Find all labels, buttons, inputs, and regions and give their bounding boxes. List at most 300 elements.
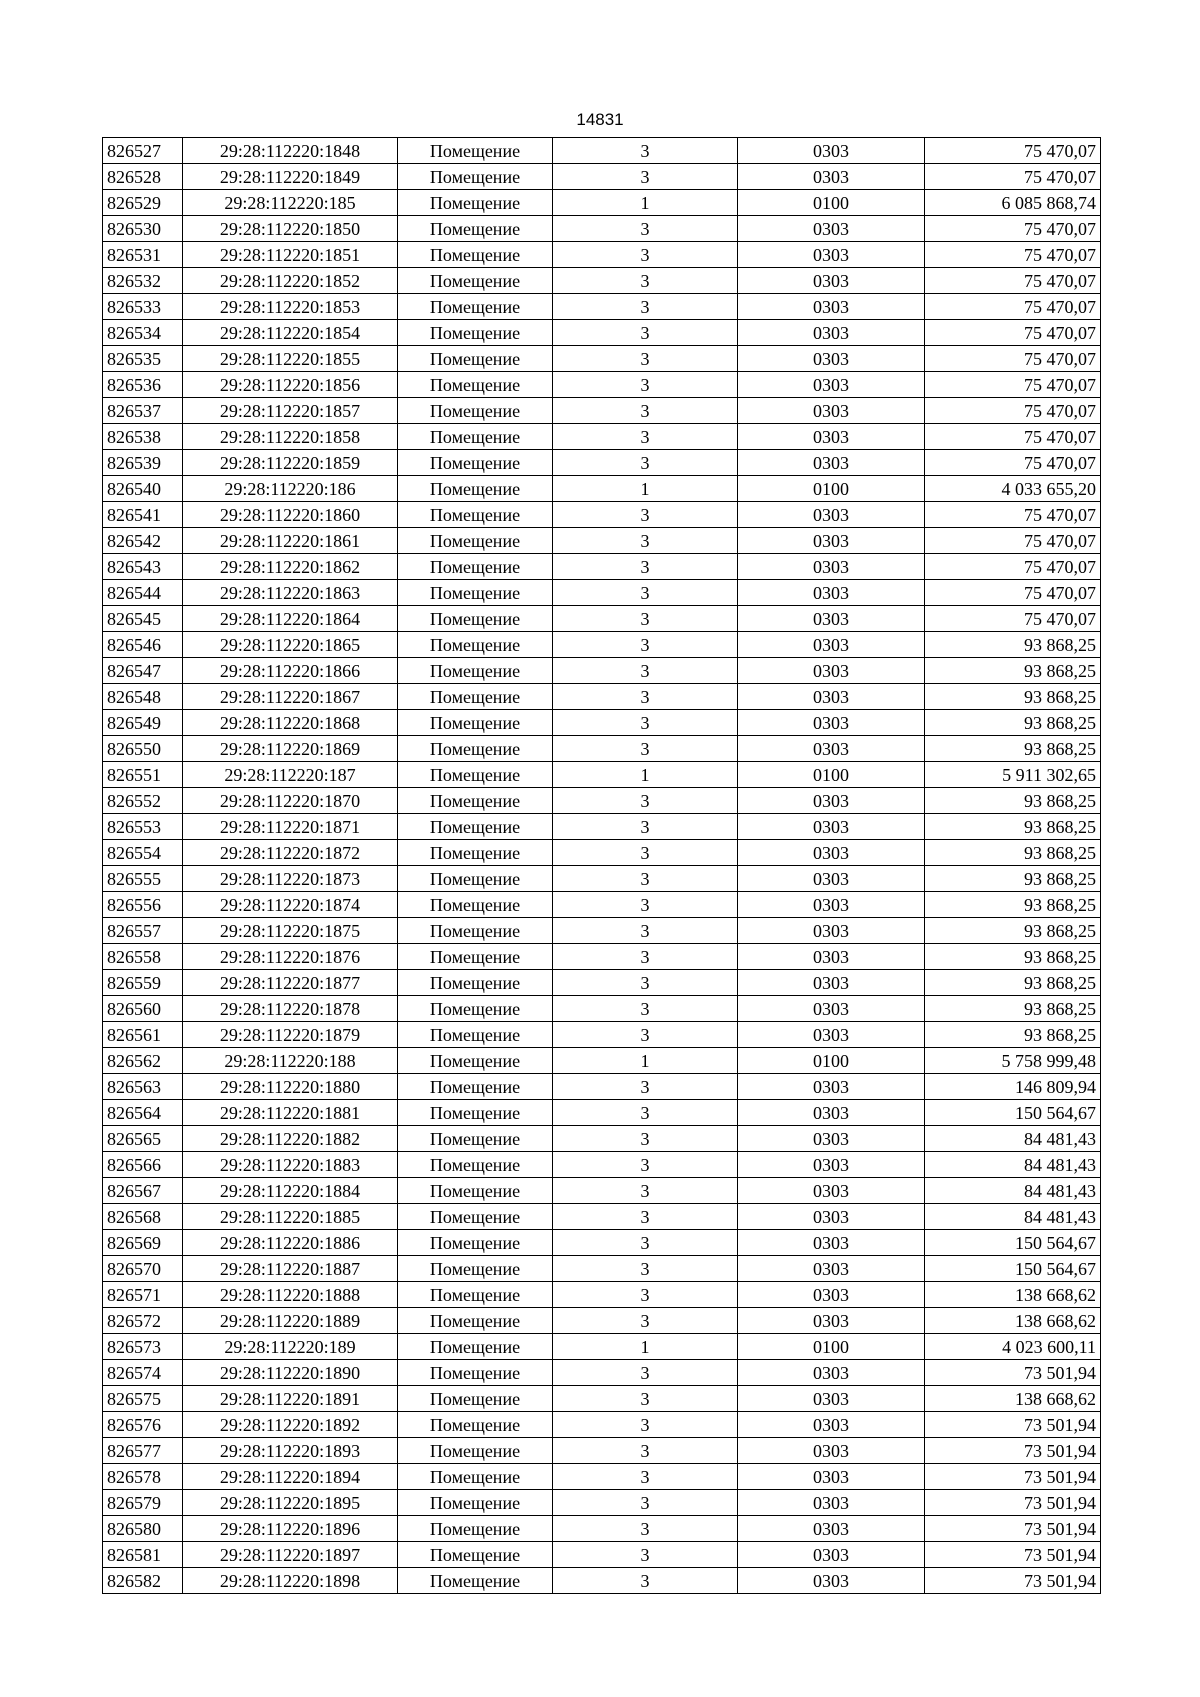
row-id-cell: 826541	[103, 502, 183, 528]
cadastral-number-cell: 29:28:112220:1882	[183, 1126, 398, 1152]
code-cell: 0303	[738, 1074, 925, 1100]
row-id-cell: 826560	[103, 996, 183, 1022]
group-cell: 3	[553, 242, 738, 268]
object-type-cell: Помещение	[398, 918, 553, 944]
row-id-cell: 826539	[103, 450, 183, 476]
group-cell: 3	[553, 372, 738, 398]
group-cell: 3	[553, 814, 738, 840]
table-row	[103, 476, 1101, 502]
cadastral-number-cell: 29:28:112220:1879	[183, 1022, 398, 1048]
code-cell: 0303	[738, 684, 925, 710]
object-type-cell: Помещение	[398, 1464, 553, 1490]
cadastral-value-cell: 73 501,94	[925, 1542, 1101, 1568]
row-id-cell: 826533	[103, 294, 183, 320]
code-cell: 0303	[738, 1308, 925, 1334]
row-id-cell: 826529	[103, 190, 183, 216]
table-row	[103, 762, 1101, 788]
cadastral-number-cell: 29:28:112220:1885	[183, 1204, 398, 1230]
cadastral-value-cell: 75 470,07	[925, 268, 1101, 294]
group-cell: 3	[553, 944, 738, 970]
group-cell: 3	[553, 1412, 738, 1438]
row-id-cell: 826580	[103, 1516, 183, 1542]
code-cell: 0303	[738, 320, 925, 346]
cadastral-value-cell: 5 758 999,48	[925, 1048, 1101, 1074]
code-cell: 0303	[738, 528, 925, 554]
row-id-cell: 826576	[103, 1412, 183, 1438]
row-id-cell: 826567	[103, 1178, 183, 1204]
object-type-cell: Помещение	[398, 164, 553, 190]
cadastral-value-cell: 150 564,67	[925, 1230, 1101, 1256]
cadastral-number-cell: 29:28:112220:1897	[183, 1542, 398, 1568]
cadastral-number-cell: 29:28:112220:1895	[183, 1490, 398, 1516]
row-id-cell: 826547	[103, 658, 183, 684]
cadastral-number-cell: 29:28:112220:1891	[183, 1386, 398, 1412]
table-row	[103, 320, 1101, 346]
table-row	[103, 268, 1101, 294]
cadastral-number-cell: 29:28:112220:1873	[183, 866, 398, 892]
group-cell: 3	[553, 502, 738, 528]
object-type-cell: Помещение	[398, 1490, 553, 1516]
table-row	[103, 1386, 1101, 1412]
row-id-cell: 826534	[103, 320, 183, 346]
code-cell: 0303	[738, 788, 925, 814]
cadastral-value-cell: 93 868,25	[925, 866, 1101, 892]
code-cell: 0303	[738, 346, 925, 372]
cadastral-value-cell: 73 501,94	[925, 1516, 1101, 1542]
row-id-cell: 826552	[103, 788, 183, 814]
cadastral-value-cell: 93 868,25	[925, 814, 1101, 840]
code-cell: 0303	[738, 892, 925, 918]
object-type-cell: Помещение	[398, 1230, 553, 1256]
code-cell: 0303	[738, 554, 925, 580]
group-cell: 3	[553, 1568, 738, 1594]
object-type-cell: Помещение	[398, 1022, 553, 1048]
table-row	[103, 398, 1101, 424]
cadastral-value-cell: 75 470,07	[925, 606, 1101, 632]
code-cell: 0303	[738, 1152, 925, 1178]
cadastral-value-cell: 5 911 302,65	[925, 762, 1101, 788]
code-cell: 0303	[738, 1230, 925, 1256]
cadastral-value-cell: 73 501,94	[925, 1438, 1101, 1464]
group-cell: 3	[553, 554, 738, 580]
code-cell: 0303	[738, 1568, 925, 1594]
group-cell: 3	[553, 1490, 738, 1516]
object-type-cell: Помещение	[398, 606, 553, 632]
table-row	[103, 450, 1101, 476]
table-row	[103, 1048, 1101, 1074]
cadastral-value-cell: 73 501,94	[925, 1490, 1101, 1516]
code-cell: 0303	[738, 424, 925, 450]
table-row	[103, 1438, 1101, 1464]
cadastral-value-cell: 6 085 868,74	[925, 190, 1101, 216]
object-type-cell: Помещение	[398, 1516, 553, 1542]
cadastral-number-cell: 29:28:112220:187	[183, 762, 398, 788]
table-row	[103, 190, 1101, 216]
cadastral-number-cell: 29:28:112220:1896	[183, 1516, 398, 1542]
table-row	[103, 1464, 1101, 1490]
code-cell: 0303	[738, 970, 925, 996]
row-id-cell: 826575	[103, 1386, 183, 1412]
cadastral-value-cell: 93 868,25	[925, 840, 1101, 866]
table-row	[103, 1568, 1101, 1594]
cadastral-number-cell: 29:28:112220:1859	[183, 450, 398, 476]
group-cell: 3	[553, 294, 738, 320]
object-type-cell: Помещение	[398, 190, 553, 216]
row-id-cell: 826556	[103, 892, 183, 918]
cadastral-value-cell: 75 470,07	[925, 320, 1101, 346]
code-cell: 0303	[738, 164, 925, 190]
table-row	[103, 580, 1101, 606]
object-type-cell: Помещение	[398, 450, 553, 476]
group-cell: 3	[553, 268, 738, 294]
group-cell: 3	[553, 606, 738, 632]
object-type-cell: Помещение	[398, 294, 553, 320]
table-row	[103, 242, 1101, 268]
cadastral-number-cell: 29:28:112220:1850	[183, 216, 398, 242]
object-type-cell: Помещение	[398, 788, 553, 814]
object-type-cell: Помещение	[398, 1438, 553, 1464]
group-cell: 3	[553, 684, 738, 710]
object-type-cell: Помещение	[398, 1334, 553, 1360]
cadastral-number-cell: 29:28:112220:1886	[183, 1230, 398, 1256]
cadastral-value-cell: 93 868,25	[925, 996, 1101, 1022]
table-row	[103, 502, 1101, 528]
object-type-cell: Помещение	[398, 1048, 553, 1074]
cadastral-value-cell: 73 501,94	[925, 1360, 1101, 1386]
row-id-cell: 826540	[103, 476, 183, 502]
row-id-cell: 826554	[103, 840, 183, 866]
object-type-cell: Помещение	[398, 1152, 553, 1178]
cadastral-number-cell: 29:28:112220:188	[183, 1048, 398, 1074]
table-row	[103, 138, 1101, 164]
row-id-cell: 826531	[103, 242, 183, 268]
cadastral-number-cell: 29:28:112220:1892	[183, 1412, 398, 1438]
cadastral-value-cell: 93 868,25	[925, 918, 1101, 944]
cadastral-number-cell: 29:28:112220:1876	[183, 944, 398, 970]
cadastral-value-cell: 75 470,07	[925, 424, 1101, 450]
cadastral-number-cell: 29:28:112220:1858	[183, 424, 398, 450]
object-type-cell: Помещение	[398, 554, 553, 580]
row-id-cell: 826546	[103, 632, 183, 658]
group-cell: 3	[553, 840, 738, 866]
cadastral-value-table	[102, 137, 1101, 1594]
object-type-cell: Помещение	[398, 1360, 553, 1386]
row-id-cell: 826565	[103, 1126, 183, 1152]
object-type-cell: Помещение	[398, 1256, 553, 1282]
code-cell: 0303	[738, 1178, 925, 1204]
cadastral-value-cell: 93 868,25	[925, 736, 1101, 762]
cadastral-value-cell: 75 470,07	[925, 164, 1101, 190]
cadastral-value-cell: 138 668,62	[925, 1386, 1101, 1412]
table-row	[103, 1178, 1101, 1204]
cadastral-number-cell: 29:28:112220:1894	[183, 1464, 398, 1490]
cadastral-number-cell: 29:28:112220:1880	[183, 1074, 398, 1100]
object-type-cell: Помещение	[398, 710, 553, 736]
object-type-cell: Помещение	[398, 476, 553, 502]
row-id-cell: 826545	[103, 606, 183, 632]
table-row	[103, 1256, 1101, 1282]
cadastral-number-cell: 29:28:112220:1898	[183, 1568, 398, 1594]
group-cell: 3	[553, 736, 738, 762]
code-cell: 0303	[738, 1256, 925, 1282]
object-type-cell: Помещение	[398, 970, 553, 996]
table-row	[103, 684, 1101, 710]
table-row	[103, 944, 1101, 970]
cadastral-value-cell: 93 868,25	[925, 658, 1101, 684]
code-cell: 0100	[738, 1334, 925, 1360]
code-cell: 0100	[738, 1048, 925, 1074]
cadastral-value-cell: 84 481,43	[925, 1204, 1101, 1230]
object-type-cell: Помещение	[398, 398, 553, 424]
table-row	[103, 216, 1101, 242]
code-cell: 0303	[738, 1022, 925, 1048]
cadastral-number-cell: 29:28:112220:1853	[183, 294, 398, 320]
cadastral-value-cell: 93 868,25	[925, 710, 1101, 736]
code-cell: 0303	[738, 242, 925, 268]
cadastral-value-cell: 138 668,62	[925, 1308, 1101, 1334]
group-cell: 3	[553, 1542, 738, 1568]
object-type-cell: Помещение	[398, 762, 553, 788]
cadastral-number-cell: 29:28:112220:1869	[183, 736, 398, 762]
object-type-cell: Помещение	[398, 736, 553, 762]
table-row	[103, 658, 1101, 684]
cadastral-number-cell: 29:28:112220:1852	[183, 268, 398, 294]
cadastral-number-cell: 29:28:112220:1865	[183, 632, 398, 658]
row-id-cell: 826566	[103, 1152, 183, 1178]
code-cell: 0303	[738, 1360, 925, 1386]
row-id-cell: 826528	[103, 164, 183, 190]
cadastral-number-cell: 29:28:112220:1856	[183, 372, 398, 398]
code-cell: 0303	[738, 632, 925, 658]
object-type-cell: Помещение	[398, 320, 553, 346]
code-cell: 0303	[738, 1542, 925, 1568]
table-row	[103, 164, 1101, 190]
cadastral-value-cell: 84 481,43	[925, 1126, 1101, 1152]
table-row	[103, 710, 1101, 736]
group-cell: 3	[553, 1516, 738, 1542]
cadastral-value-cell: 138 668,62	[925, 1282, 1101, 1308]
object-type-cell: Помещение	[398, 138, 553, 164]
table-row	[103, 1490, 1101, 1516]
cadastral-value-cell: 75 470,07	[925, 294, 1101, 320]
code-cell: 0303	[738, 1464, 925, 1490]
object-type-cell: Помещение	[398, 1542, 553, 1568]
code-cell: 0303	[738, 944, 925, 970]
table-row	[103, 1230, 1101, 1256]
code-cell: 0303	[738, 866, 925, 892]
cadastral-value-cell: 93 868,25	[925, 892, 1101, 918]
cadastral-value-cell: 93 868,25	[925, 944, 1101, 970]
group-cell: 3	[553, 1464, 738, 1490]
table-row	[103, 1412, 1101, 1438]
table-row	[103, 892, 1101, 918]
cadastral-number-cell: 29:28:112220:1868	[183, 710, 398, 736]
object-type-cell: Помещение	[398, 242, 553, 268]
code-cell: 0303	[738, 1100, 925, 1126]
group-cell: 3	[553, 1204, 738, 1230]
object-type-cell: Помещение	[398, 892, 553, 918]
row-id-cell: 826574	[103, 1360, 183, 1386]
table-row	[103, 840, 1101, 866]
cadastral-value-cell: 84 481,43	[925, 1178, 1101, 1204]
group-cell: 3	[553, 1256, 738, 1282]
code-cell: 0100	[738, 476, 925, 502]
row-id-cell: 826562	[103, 1048, 183, 1074]
table-row	[103, 1334, 1101, 1360]
table-row	[103, 1022, 1101, 1048]
cadastral-value-cell: 75 470,07	[925, 554, 1101, 580]
group-cell: 3	[553, 1360, 738, 1386]
row-id-cell: 826532	[103, 268, 183, 294]
table-row	[103, 1542, 1101, 1568]
table-row	[103, 1152, 1101, 1178]
row-id-cell: 826549	[103, 710, 183, 736]
object-type-cell: Помещение	[398, 1386, 553, 1412]
cadastral-value-cell: 75 470,07	[925, 580, 1101, 606]
table-row	[103, 1074, 1101, 1100]
code-cell: 0303	[738, 372, 925, 398]
cadastral-value-cell: 93 868,25	[925, 1022, 1101, 1048]
row-id-cell: 826557	[103, 918, 183, 944]
group-cell: 3	[553, 1308, 738, 1334]
code-cell: 0303	[738, 1516, 925, 1542]
code-cell: 0303	[738, 1204, 925, 1230]
cadastral-number-cell: 29:28:112220:1857	[183, 398, 398, 424]
row-id-cell: 826577	[103, 1438, 183, 1464]
object-type-cell: Помещение	[398, 1178, 553, 1204]
row-id-cell: 826570	[103, 1256, 183, 1282]
group-cell: 3	[553, 658, 738, 684]
table-row	[103, 1100, 1101, 1126]
group-cell: 3	[553, 1178, 738, 1204]
code-cell: 0303	[738, 814, 925, 840]
table-row	[103, 1126, 1101, 1152]
table-row	[103, 996, 1101, 1022]
cadastral-number-cell: 29:28:112220:1890	[183, 1360, 398, 1386]
row-id-cell: 826548	[103, 684, 183, 710]
cadastral-value-cell: 93 868,25	[925, 632, 1101, 658]
row-id-cell: 826563	[103, 1074, 183, 1100]
code-cell: 0303	[738, 658, 925, 684]
table-row	[103, 970, 1101, 996]
table-row	[103, 1516, 1101, 1542]
group-cell: 3	[553, 216, 738, 242]
cadastral-value-cell: 75 470,07	[925, 242, 1101, 268]
group-cell: 3	[553, 164, 738, 190]
row-id-cell: 826581	[103, 1542, 183, 1568]
code-cell: 0303	[738, 1126, 925, 1152]
code-cell: 0303	[738, 736, 925, 762]
cadastral-value-cell: 75 470,07	[925, 528, 1101, 554]
cadastral-value-cell: 75 470,07	[925, 450, 1101, 476]
cadastral-value-cell: 150 564,67	[925, 1256, 1101, 1282]
row-id-cell: 826530	[103, 216, 183, 242]
group-cell: 3	[553, 1152, 738, 1178]
code-cell: 0100	[738, 190, 925, 216]
cadastral-number-cell: 29:28:112220:1860	[183, 502, 398, 528]
cadastral-number-cell: 29:28:112220:1884	[183, 1178, 398, 1204]
group-cell: 3	[553, 918, 738, 944]
object-type-cell: Помещение	[398, 372, 553, 398]
object-type-cell: Помещение	[398, 502, 553, 528]
group-cell: 3	[553, 138, 738, 164]
row-id-cell: 826536	[103, 372, 183, 398]
row-id-cell: 826551	[103, 762, 183, 788]
cadastral-number-cell: 29:28:112220:186	[183, 476, 398, 502]
table-row	[103, 372, 1101, 398]
cadastral-value-cell: 93 868,25	[925, 684, 1101, 710]
table-row	[103, 788, 1101, 814]
row-id-cell: 826559	[103, 970, 183, 996]
object-type-cell: Помещение	[398, 1308, 553, 1334]
group-cell: 3	[553, 1074, 738, 1100]
cadastral-number-cell: 29:28:112220:1848	[183, 138, 398, 164]
table-row	[103, 346, 1101, 372]
table-row	[103, 1282, 1101, 1308]
cadastral-number-cell: 29:28:112220:1854	[183, 320, 398, 346]
table-row	[103, 736, 1101, 762]
object-type-cell: Помещение	[398, 1126, 553, 1152]
cadastral-number-cell: 29:28:112220:185	[183, 190, 398, 216]
code-cell: 0303	[738, 1386, 925, 1412]
cadastral-number-cell: 29:28:112220:1864	[183, 606, 398, 632]
code-cell: 0303	[738, 294, 925, 320]
group-cell: 3	[553, 1100, 738, 1126]
cadastral-value-cell: 84 481,43	[925, 1152, 1101, 1178]
row-id-cell: 826561	[103, 1022, 183, 1048]
code-cell: 0303	[738, 138, 925, 164]
code-cell: 0303	[738, 502, 925, 528]
object-type-cell: Помещение	[398, 580, 553, 606]
row-id-cell: 826550	[103, 736, 183, 762]
cadastral-value-cell: 93 868,25	[925, 970, 1101, 996]
code-cell: 0100	[738, 762, 925, 788]
row-id-cell: 826542	[103, 528, 183, 554]
row-id-cell: 826535	[103, 346, 183, 372]
code-cell: 0303	[738, 918, 925, 944]
row-id-cell: 826537	[103, 398, 183, 424]
table-row	[103, 632, 1101, 658]
table-row	[103, 606, 1101, 632]
object-type-cell: Помещение	[398, 944, 553, 970]
group-cell: 3	[553, 970, 738, 996]
cadastral-number-cell: 29:28:112220:1855	[183, 346, 398, 372]
row-id-cell: 826527	[103, 138, 183, 164]
code-cell: 0303	[738, 398, 925, 424]
row-id-cell: 826573	[103, 1334, 183, 1360]
code-cell: 0303	[738, 580, 925, 606]
page-number: 14831	[576, 110, 624, 129]
row-id-cell: 826579	[103, 1490, 183, 1516]
group-cell: 3	[553, 580, 738, 606]
cadastral-number-cell: 29:28:112220:1870	[183, 788, 398, 814]
cadastral-value-cell: 75 470,07	[925, 138, 1101, 164]
row-id-cell: 826578	[103, 1464, 183, 1490]
table-body	[103, 138, 1101, 1594]
table-row	[103, 918, 1101, 944]
code-cell: 0303	[738, 450, 925, 476]
object-type-cell: Помещение	[398, 684, 553, 710]
group-cell: 3	[553, 398, 738, 424]
cadastral-value-cell: 75 470,07	[925, 346, 1101, 372]
group-cell: 3	[553, 866, 738, 892]
group-cell: 1	[553, 1334, 738, 1360]
table-row	[103, 1204, 1101, 1230]
table-row	[103, 528, 1101, 554]
code-cell: 0303	[738, 1282, 925, 1308]
table-row	[103, 424, 1101, 450]
group-cell: 1	[553, 1048, 738, 1074]
